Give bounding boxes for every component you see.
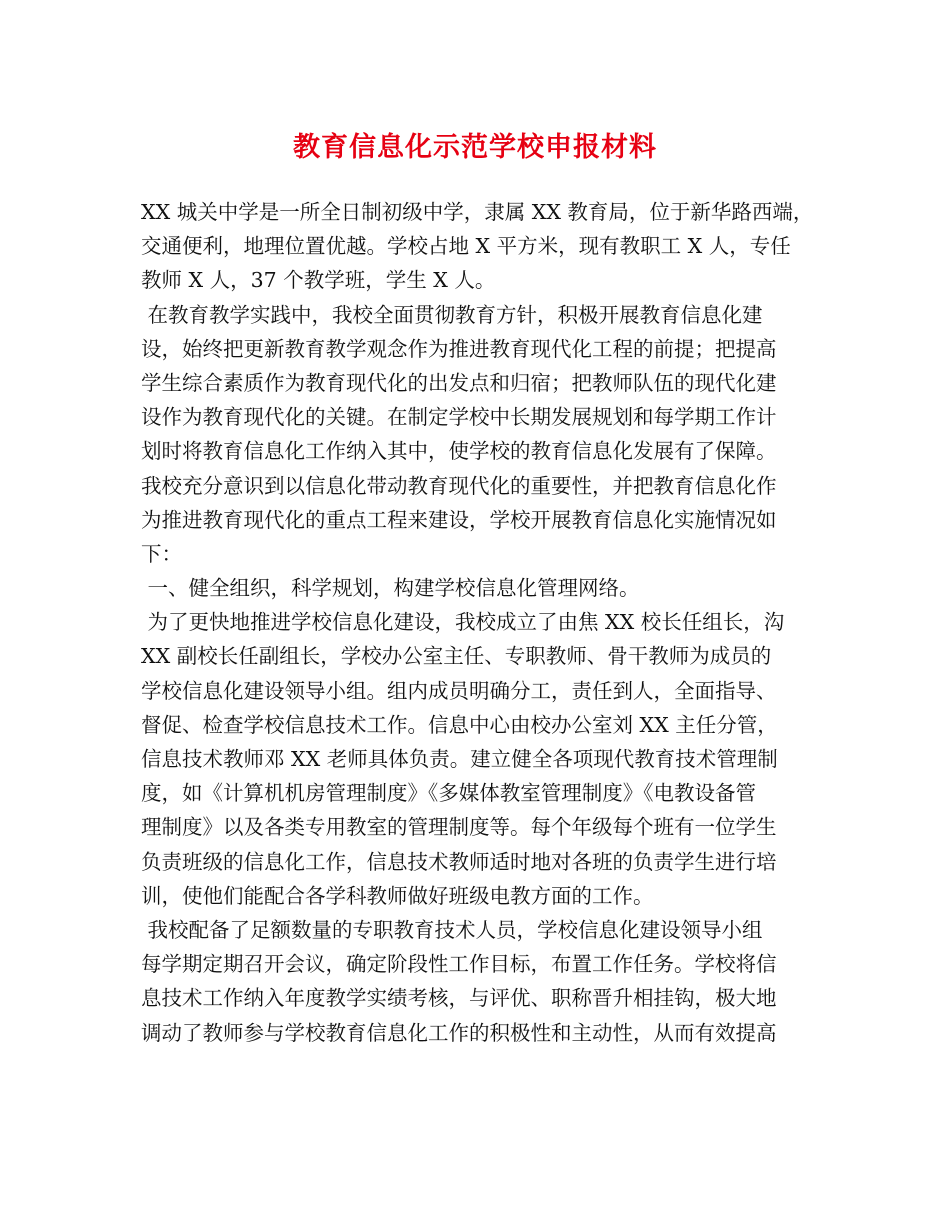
body-line: 下： <box>141 541 182 566</box>
body-line: 信息技术教师邓 XX 老师具体负责。建立健全各项现代教育技术管理制 <box>141 747 778 771</box>
body-line: 我校配备了足额数量的专职教育技术人员，学校信息化建设领导小组 <box>141 917 763 942</box>
body-line: 为了更快地推进学校信息化建设，我校成立了由焦 XX 校长任组长，沟 <box>141 610 785 635</box>
body-line: 度，如《计算机机房管理制度》《多媒体教室管理制度》《电教设备管 <box>141 781 756 806</box>
body-line: 为推进教育现代化的重点工程来建设，学校开展教育信息化实施情况如 <box>141 507 777 532</box>
body-line: XX 城关中学是一所全日制初级中学，隶属 XX 教育局，位于新华路西端， <box>141 200 814 224</box>
body-line: 划时将教育信息化工作纳入其中，使学校的教育信息化发展有了保障。 <box>141 439 777 464</box>
body-line: 交通便利，地理位置优越。学校占地 X 平方米，现有教职工 X 人，专任 <box>141 234 791 259</box>
body-line: 学生综合素质作为教育现代化的出发点和归宿；把教师队伍的现代化建 <box>141 370 777 395</box>
body-line: 教师 X 人，37 个教学班，学生 X 人。 <box>141 268 496 293</box>
body-line: 训，使他们能配合各学科教师做好班级电教方面的工作。 <box>141 883 654 908</box>
body-line: 理制度》以及各类专用教室的管理制度等。每个年级每个班有一位学生 <box>141 815 777 840</box>
body-line: 设，始终把更新教育教学观念作为推进教育现代化工程的前提；把提高 <box>141 336 777 361</box>
body-line: XX 副校长任副组长，学校办公室主任、专职教师、骨干教师为成员的 <box>141 644 772 669</box>
body-line: 息技术工作纳入年度教学实绩考核，与评优、职称晋升相挂钩，极大地 <box>141 986 777 1011</box>
document-title: 教育信息化示范学校申报材料 <box>293 132 657 163</box>
body-line: 每学期定期召开会议，确定阶段性工作目标，布置工作任务。学校将信 <box>141 952 777 977</box>
body-line: 负责班级的信息化工作，信息技术教师适时地对各班的负责学生进行培 <box>141 849 777 874</box>
document-body <box>141 195 821 1050</box>
body-line: 我校充分意识到以信息化带动教育现代化的重要性，并把教育信息化作 <box>141 473 777 498</box>
body-line: 设作为教育现代化的关键。在制定学校中长期发展规划和每学期工作计 <box>141 405 777 430</box>
section-heading: 一、健全组织，科学规划，构建学校信息化管理网络。 <box>141 576 640 601</box>
body-line: 学校信息化建设领导小组。组内成员明确分工，责任到人，全面指导、 <box>141 678 777 703</box>
body-line: 调动了教师参与学校教育信息化工作的积极性和主动性，从而有效提高 <box>141 1020 777 1045</box>
body-line: 在教育教学实践中，我校全面贯彻教育方针，积极开展教育信息化建 <box>141 302 763 327</box>
body-line: 督促、检查学校信息技术工作。信息中心由校办公室刘 XX 主任分管， <box>141 712 778 737</box>
